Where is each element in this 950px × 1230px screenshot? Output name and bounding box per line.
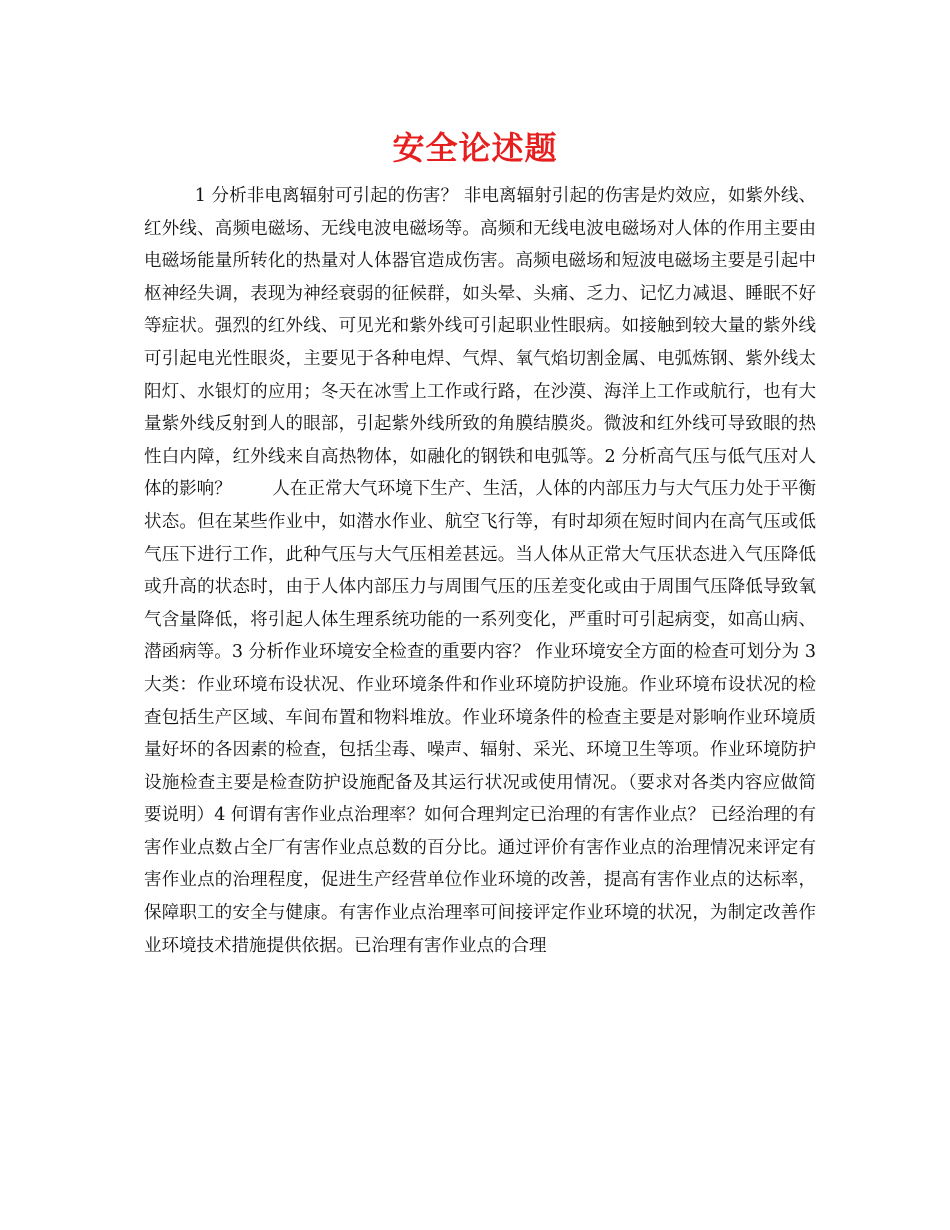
document-body: 1 分析非电离辐射可引起的伤害？ 非电离辐射引起的伤害是灼效应，如紫外线、红外线、高频电磁场、无线电波电磁场等。高频和无线电波电磁场对人体的作用主要由电磁场能量所转化的热量对人体器官造成伤害。高频电磁场和短波电磁场主要是引起中枢神经失调，表现为神经衰弱的征候群，如头晕、头痛、乏力、记忆力减退、睡眠不好等症状。强烈的红外线、可见光和紫外线可引起职业性眼病。如接触到较大量的紫外线可引起电光性眼炎，主要见于各种电焊、气焊、氧气焰切割金属、电弧炼钢、紫外线太阳灯、水银灯的应用；冬天在冰雪上工作或行路，在沙漠、海洋上工作或航行，也有大量紫外线反射到人的眼部，引起紫外线所致的角膜结膜炎。微波和红外线可导致眼的热性白内障，红外线来自高热物体，如融化的钢铁和电弧等。2 分析高气压与低气压对人体的影响？ 人在正常大气环境下生产、生活，人体的内部压力与大气压力处于平衡状态。但在某些作业中，如潜水作业、航空飞行等，有时却须在短时间内在高气压或低气压下进行工作，此种气压与大气压相差甚远。当人体从正常大气压状态进入气压降低或升高的状态时，由于人体内部压力与周围气压的压差变化或由于周围气压降低导致氧气含量降低，将引起人体生理系统功能的一系列变化，严重时可引起病变，如高山病、潜函病等。3 分析作业环境安全检查的重要内容？ 作业环境安全方面的检查可划分为 3 大类：作业环境布设状况、作业环境条件和作业环境防护设施。作业环境布设状况的检查包括生产区域、车间布置和物料堆放。作业环境条件的检查主要是对影响作业环境质量好坏的各因素的检查，包括尘毒、噪声、辐射、采光、环境卫生等项。作业环境防护设施检查主要是检查防护设施配备及其运行状况或使用情况。（要求对各类内容应做简要说明）4 何谓有害作业点治理率？如何合理判定已治理的有害作业点？ 已经治理的有害作业点数占全厂有害作业点总数的百分比。通过评价有害作业点的治理情况来评定有害作业点的治理程度，促进生产经营单位作业环境的改善，提高有害作业点的达标率，保障职工的安全与健康。有害作业点治理率可间接评定作业环境的状况，为制定改善作业环境技术措施提供依据。已治理有害作业点的合理 [144,186,816,956]
document-title: 安全论述题 [392,129,558,167]
